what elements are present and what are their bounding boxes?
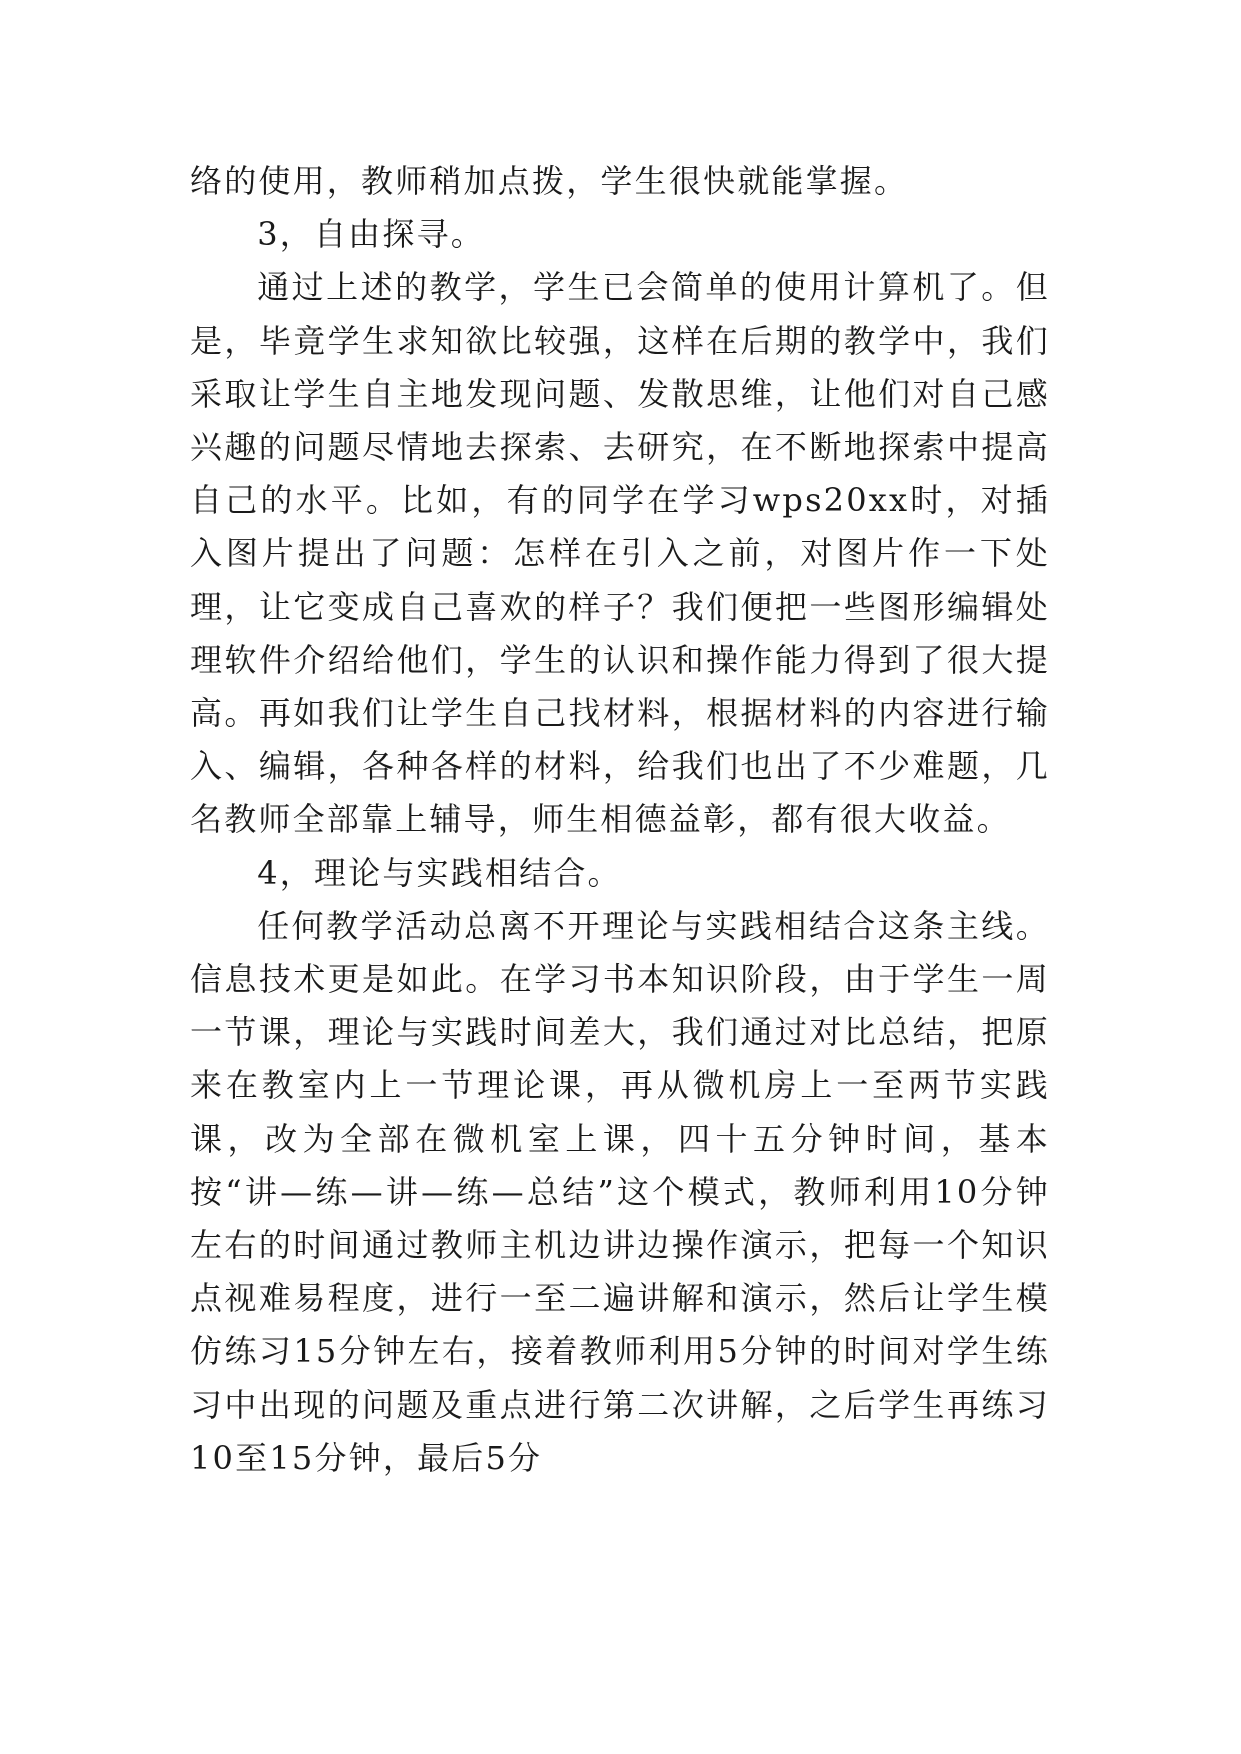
paragraph-free-exploration: 通过上述的教学，学生已会简单的使用计算机了。但是，毕竟学生求知欲比较强，这样在后期的教学中，我们采取让学生自主地发现问题、发散思维，让他们对自己感兴趣的问题尽情地去探索、去研究，在不断地探索中提高自己的水平。比如，有的同学在学习wps20xx时，对插入图片提出了问题：怎样在引入之前，对图片作一下处理，让它变成自己喜欢的样子？我们便把一些图形编辑处理软件介绍给他们，学生的认识和操作能力得到了很大提高。再如我们让学生自己找材料，根据材料的内容进行输入、编辑，各种各样的材料，给我们也出了不少难题，几名教师全部靠上辅导，师生相德益彰，都有很大收益。	[190, 268, 1050, 839]
document-body	[190, 155, 1050, 1485]
paragraph-continuation: 络的使用，教师稍加点拨，学生很快就能掌握。	[190, 162, 909, 200]
section-heading-3: 3，自由探寻。	[257, 215, 485, 254]
paragraph-theory-practice: 任何教学活动总离不开理论与实践相结合这条主线。信息技术更是如此。在学习书本知识阶段，由于学生一周一节课，理论与实践时间差大，我们通过对比总结，把原来在教室内上一节理论课，再从微机房上一至两节实践课，改为全部在微机室上课，四十五分钟时间，基本按“讲—练—讲—练—总结”这个模式，教师利用10分钟左右的时间通过教师主机边讲边操作演示，把每一个知识点视难易程度，进行一至二遍讲解和演示，然后让学生模仿练习15分钟左右，接着教师利用5分钟的时间对学生练习中出现的问题及重点进行第二次讲解，之后学生再练习10至15分钟，最后5分	[190, 906, 1050, 1477]
section-heading-4: 4，理论与实践相结合。	[257, 853, 622, 892]
